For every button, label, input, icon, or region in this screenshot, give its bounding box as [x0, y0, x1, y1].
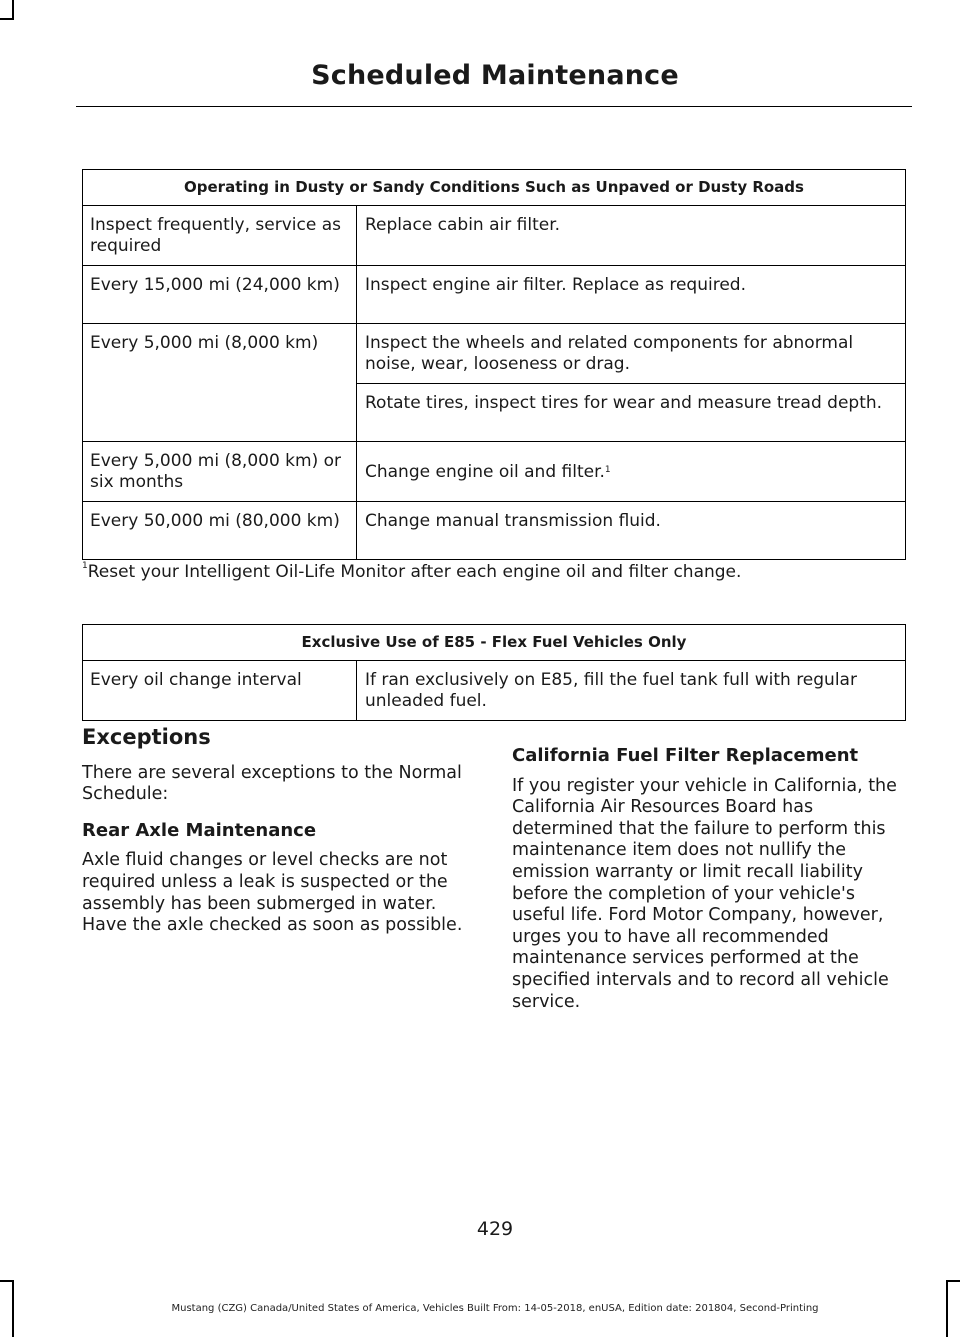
- california-heading: California Fuel Filter Replacement: [512, 745, 859, 766]
- footnote: [82, 562, 741, 582]
- right-column: [512, 745, 907, 1027]
- crop-mark: [12, 1280, 14, 1337]
- interval-cell: Every 5,000 mi (8,000 km) or six months: [83, 442, 357, 502]
- table-row: [83, 384, 906, 442]
- page-number: 429: [476, 1218, 514, 1240]
- title-divider: [76, 106, 912, 107]
- crop-mark: [0, 18, 14, 20]
- action-cell: Replace cabin air filter.: [357, 206, 906, 266]
- table-row: [83, 661, 906, 721]
- action-cell: Inspect engine air filter. Replace as required.: [357, 266, 906, 324]
- california-text: If you register your vehicle in California, the California Air Resources Board has determined that the failure to perform this maintenance item does not nullify the emission warranty or limit recall liability before the completion of your vehicle's useful life. Ford Motor Company, however, urges you to have all recommended maintenance services performed at the specified intervals and to record all vehicle service.: [512, 775, 897, 1012]
- table-row: [83, 206, 906, 266]
- action-cell: Rotate tires, inspect tires for wear and measure tread depth.: [357, 384, 906, 442]
- action-cell: Inspect the wheels and related components for abnormal noise, wear, looseness or drag.: [357, 324, 906, 384]
- interval-cell: Every 5,000 mi (8,000 km): [83, 324, 357, 384]
- dusty-conditions-table: [82, 169, 906, 560]
- interval-cell: Every 15,000 mi (24,000 km): [83, 266, 357, 324]
- table-row: [83, 442, 906, 502]
- exceptions-heading: Exceptions: [82, 725, 211, 749]
- action-text: Change engine oil and filter.: [365, 461, 605, 482]
- rear-axle-heading: Rear Axle Maintenance: [82, 819, 317, 841]
- table-row: [83, 502, 906, 560]
- footnote-ref: 1: [604, 464, 611, 475]
- table-header: Operating in Dusty or Sandy Conditions Such as Unpaved or Dusty Roads: [83, 170, 906, 206]
- e85-table: [82, 624, 906, 721]
- table-header-row: [83, 625, 906, 661]
- page-title: Scheduled Maintenance: [311, 60, 679, 91]
- footnote-mark: 1: [82, 561, 88, 571]
- action-cell: Change manual transmission fluid.: [357, 502, 906, 560]
- left-column: [82, 727, 477, 951]
- crop-mark: [0, 1280, 14, 1282]
- footnote-text: Reset your Intelligent Oil-Life Monitor after each engine oil and filter change.: [87, 562, 742, 582]
- rear-axle-text: Axle fluid changes or level checks are not required unless a leak is suspected or the assembly has been submerged in water. Have the axle checked as soon as possible.: [82, 850, 463, 936]
- crop-mark: [946, 1280, 948, 1337]
- table-row: [83, 324, 906, 384]
- action-cell: [357, 442, 906, 502]
- page-footer: Mustang (CZG) Canada/United States of America, Vehicles Built From: 14-05-2018, enUSA, Edition date: 201804, Second-Printing: [171, 1303, 819, 1314]
- table-row: [83, 266, 906, 324]
- action-cell: If ran exclusively on E85, fill the fuel tank full with regular unleaded fuel.: [357, 661, 906, 721]
- crop-mark: [12, 0, 14, 20]
- exceptions-intro: There are several exceptions to the Normal Schedule:: [82, 762, 462, 805]
- interval-cell: Every oil change interval: [83, 661, 357, 721]
- crop-mark: [946, 1280, 960, 1282]
- interval-cell: Every 50,000 mi (80,000 km): [83, 502, 357, 560]
- table-header: Exclusive Use of E85 - Flex Fuel Vehicles Only: [83, 625, 906, 661]
- table-header-row: [83, 170, 906, 206]
- interval-cell: Inspect frequently, service as required: [83, 206, 357, 266]
- interval-cell: [83, 384, 357, 442]
